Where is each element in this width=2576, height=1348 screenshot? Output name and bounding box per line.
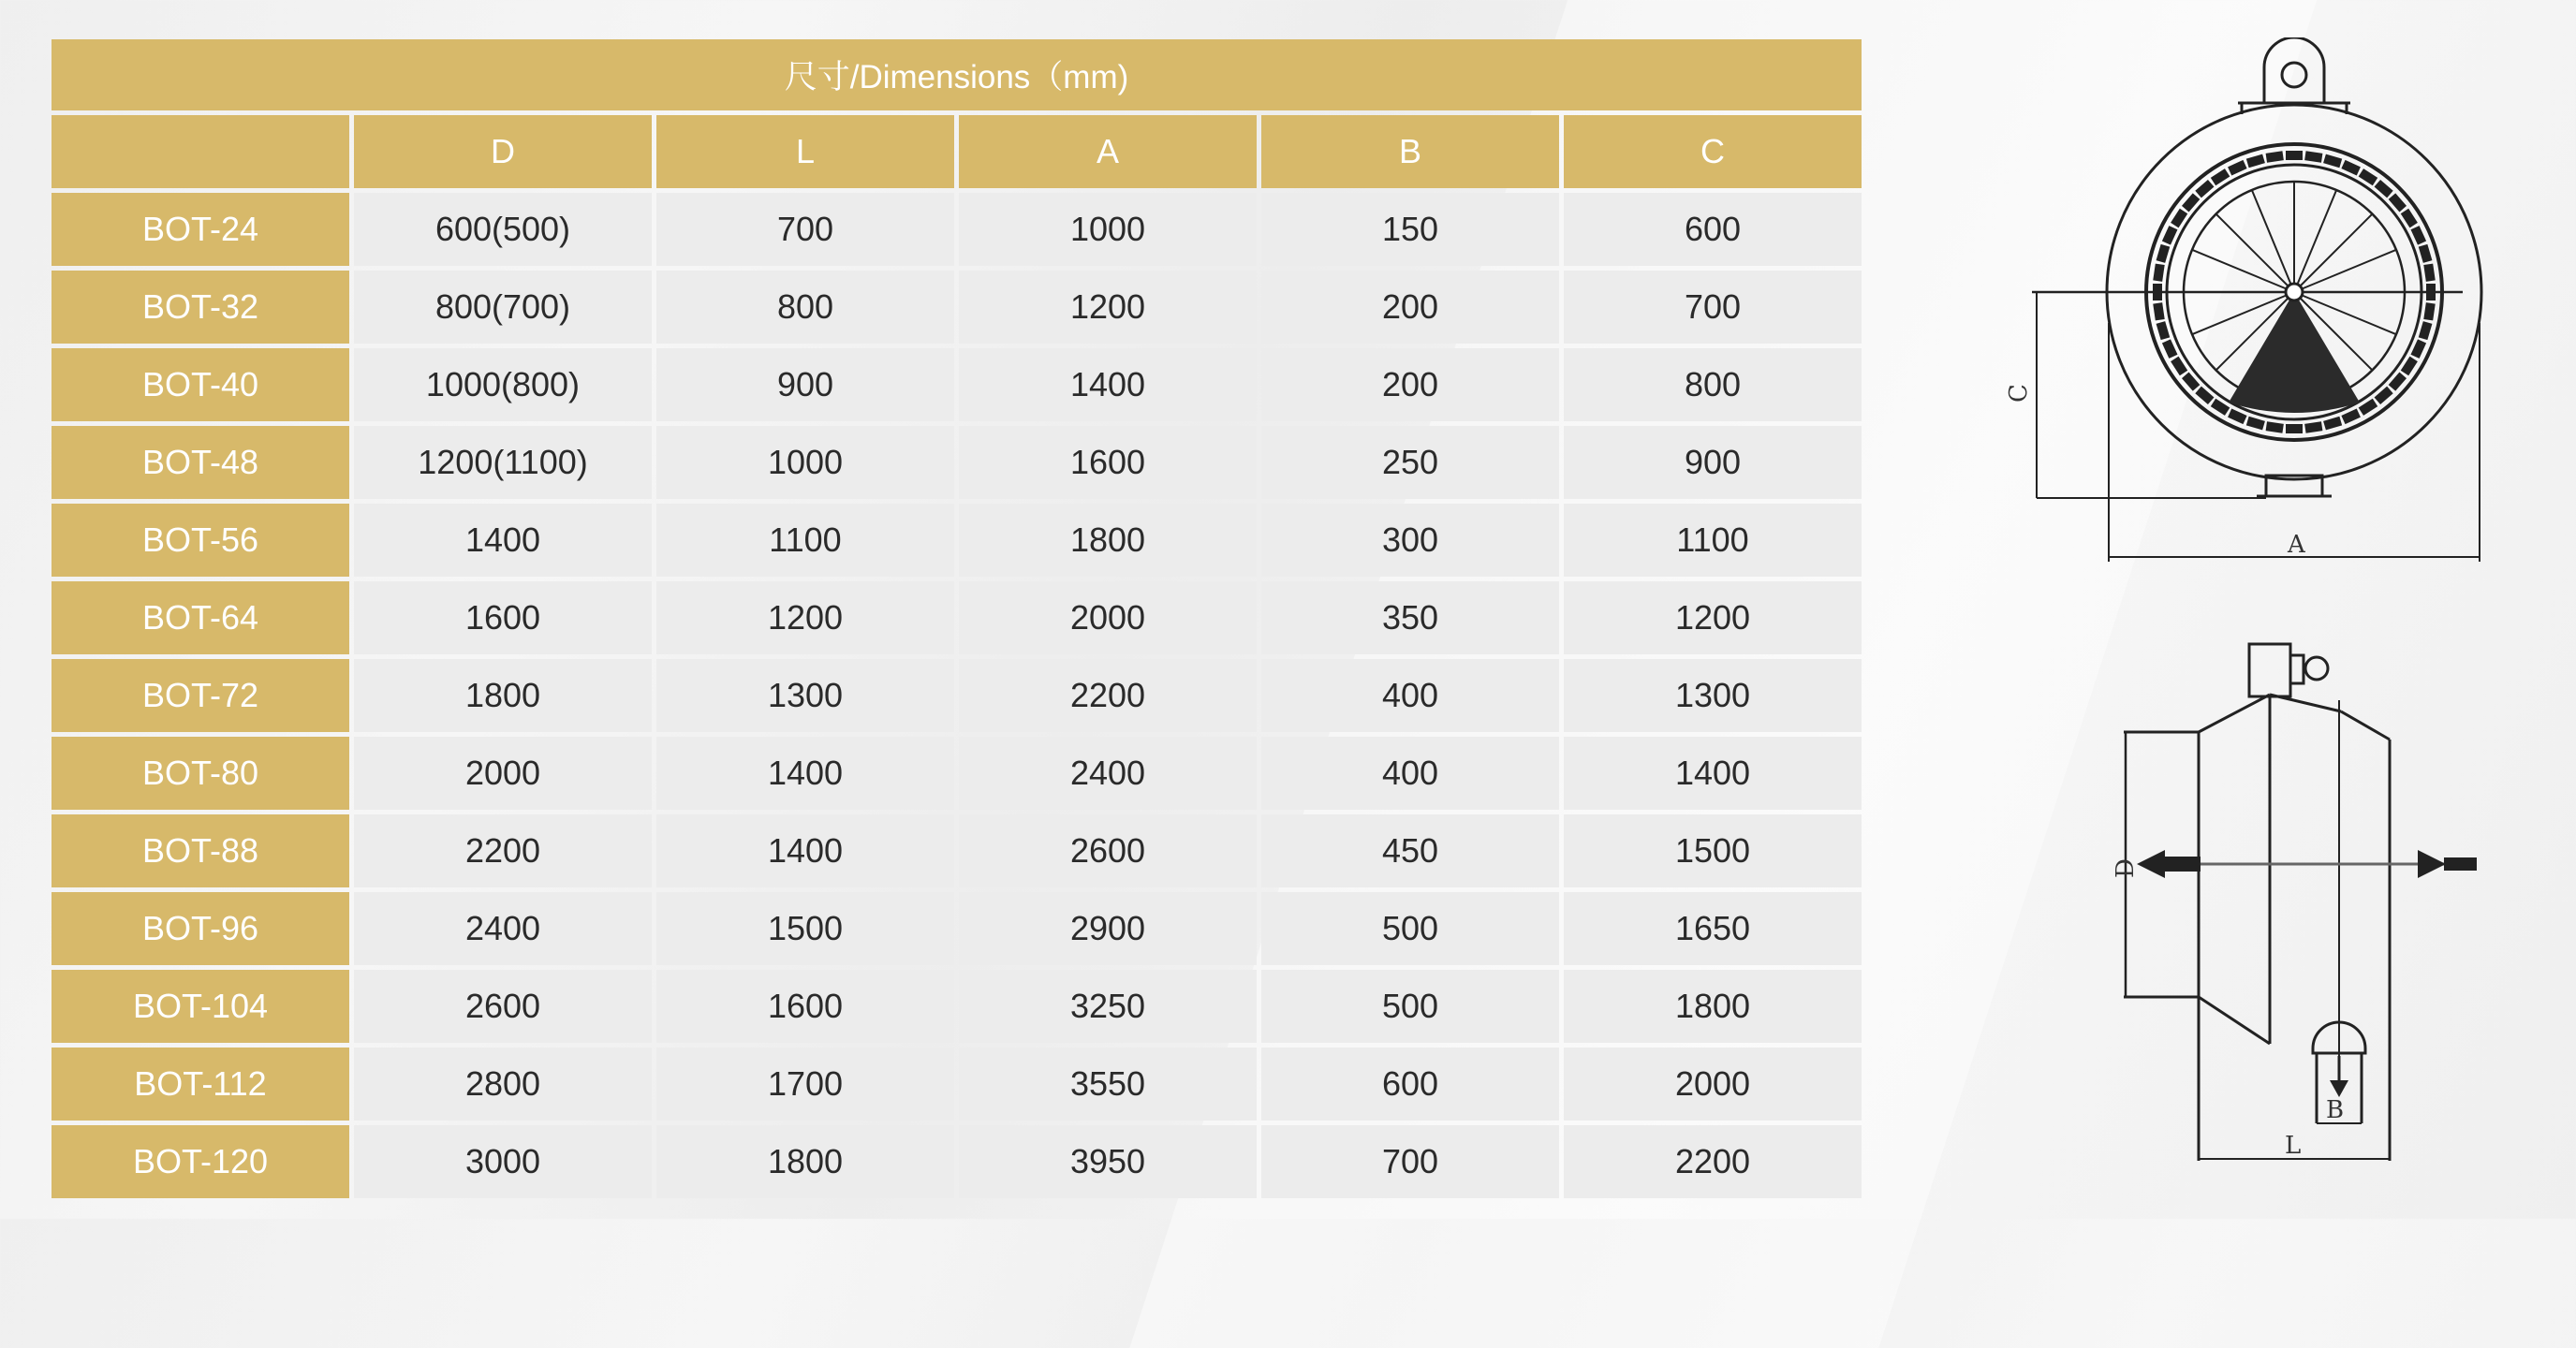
table-cell: 1500 [656,892,954,965]
row-model-label: BOT-40 [52,348,349,421]
header-cell-b: B [1261,115,1559,188]
dimension-label-d: D [2112,858,2140,878]
table-cell: 1800 [656,1125,954,1198]
table-cell: 1200 [656,581,954,654]
table-cell: 3250 [959,970,1257,1043]
row-model-label: BOT-80 [52,737,349,810]
table-cell: 300 [1261,504,1559,577]
table-cell: 450 [1261,814,1559,887]
table-cell: 1200 [1564,581,1862,654]
table-cell: 2800 [354,1048,652,1121]
table-cell: 2900 [959,892,1257,965]
table-cell: 200 [1261,271,1559,344]
table-cell: 250 [1261,426,1559,499]
table-cell: 2000 [354,737,652,810]
table-cell: 1400 [656,814,954,887]
dimension-label-a: A [2288,531,2305,559]
table-cell: 1700 [656,1048,954,1121]
table-cell: 1300 [1564,659,1862,732]
table-title: 尺寸/Dimensions（mm) [52,39,1862,110]
table-cell: 200 [1261,348,1559,421]
header-cell-c: C [1564,115,1862,188]
row-model-label: BOT-88 [52,814,349,887]
table-cell: 800 [1564,348,1862,421]
header-cell-d: D [354,115,652,188]
row-model-label: BOT-120 [52,1125,349,1198]
table-cell: 2200 [1564,1125,1862,1198]
table-cell: 500 [1261,970,1559,1043]
table-cell: 900 [1564,426,1862,499]
table-cell: 2400 [354,892,652,965]
dimension-label-b: B [2326,1096,2345,1124]
table-cell: 350 [1261,581,1559,654]
table-cell: 700 [656,193,954,266]
table-cell: 800(700) [354,271,652,344]
table-cell: 1100 [1564,504,1862,577]
table-cell: 1500 [1564,814,1862,887]
table-cell: 700 [1564,271,1862,344]
table-cell: 1400 [354,504,652,577]
table-cell: 3000 [354,1125,652,1198]
table-cell: 2200 [354,814,652,887]
table-cell: 2600 [959,814,1257,887]
table-cell: 1600 [354,581,652,654]
table-cell: 700 [1261,1125,1559,1198]
table-cell: 600 [1261,1048,1559,1121]
table-cell: 2000 [1564,1048,1862,1121]
side-view-diagram [2088,627,2519,1189]
table-cell: 1650 [1564,892,1862,965]
row-model-label: BOT-32 [52,271,349,344]
row-model-label: BOT-24 [52,193,349,266]
table-cell: 3550 [959,1048,1257,1121]
table-cell: 800 [656,271,954,344]
row-model-label: BOT-96 [52,892,349,965]
table-cell: 1400 [959,348,1257,421]
table-cell: 2000 [959,581,1257,654]
table-cell: 2600 [354,970,652,1043]
table-cell: 1000(800) [354,348,652,421]
header-cell-l: L [656,115,954,188]
table-cell: 1800 [354,659,652,732]
table-cell: 1300 [656,659,954,732]
table-cell: 150 [1261,193,1559,266]
row-model-label: BOT-72 [52,659,349,732]
dimensions-table [52,39,1862,1198]
table-cell: 1100 [656,504,954,577]
header-cell-a: A [959,115,1257,188]
row-model-label: BOT-112 [52,1048,349,1121]
row-model-label: BOT-64 [52,581,349,654]
table-cell: 1200 [959,271,1257,344]
dimension-label-c: C [2005,384,2033,403]
row-model-label: BOT-104 [52,970,349,1043]
table-cell: 3950 [959,1125,1257,1198]
header-model-cell [52,115,349,188]
front-view-diagram [1995,37,2519,580]
table-cell: 1600 [959,426,1257,499]
table-cell: 600(500) [354,193,652,266]
table-cell: 1400 [656,737,954,810]
table-cell: 1000 [656,426,954,499]
table-cell: 400 [1261,659,1559,732]
row-model-label: BOT-48 [52,426,349,499]
row-model-label: BOT-56 [52,504,349,577]
table-cell: 2400 [959,737,1257,810]
table-cell: 1000 [959,193,1257,266]
table-cell: 400 [1261,737,1559,810]
table-cell: 1600 [656,970,954,1043]
table-cell: 1800 [959,504,1257,577]
table-cell: 2200 [959,659,1257,732]
table-cell: 1800 [1564,970,1862,1043]
table-cell: 500 [1261,892,1559,965]
table-cell: 600 [1564,193,1862,266]
table-cell: 1400 [1564,737,1862,810]
table-cell: 900 [656,348,954,421]
dimension-label-l: L [2285,1132,2302,1160]
table-cell: 1200(1100) [354,426,652,499]
